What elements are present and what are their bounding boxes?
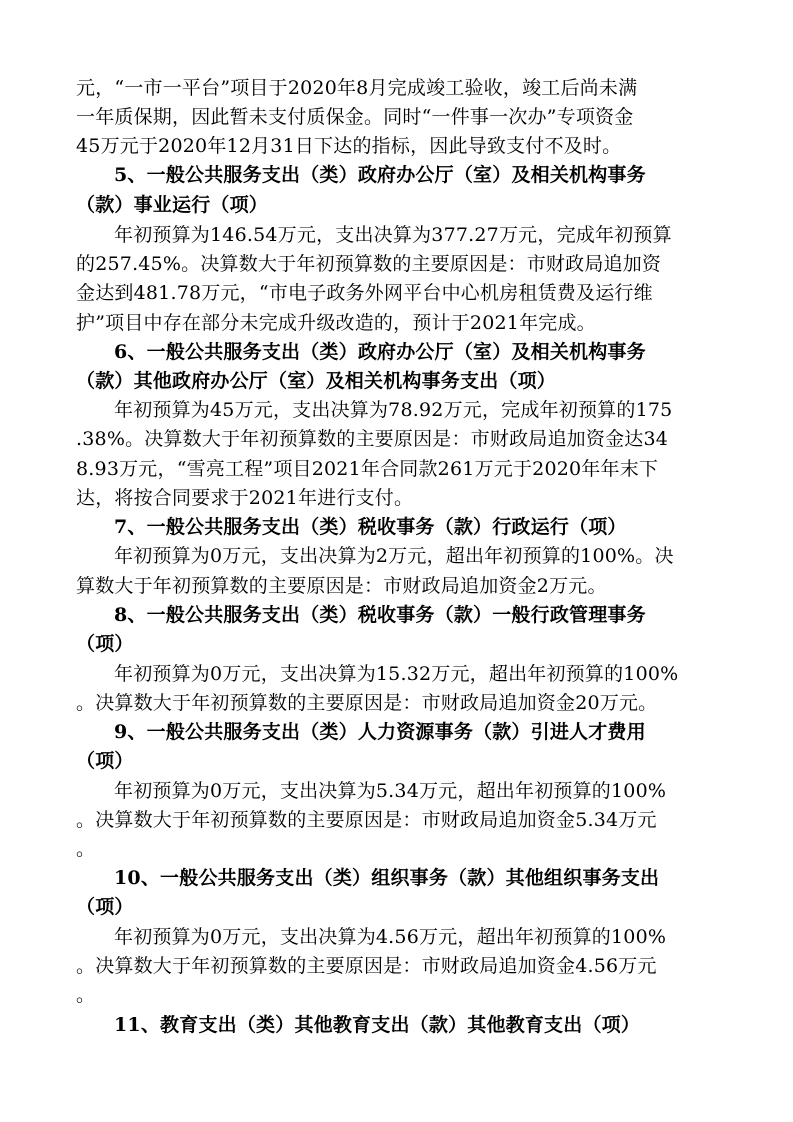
section-heading: 6、一般公共服务支出（类）政府办公厅（室）及相关机构事务 [114, 341, 646, 363]
text-line: 年初预算为0万元，支出决算为2万元，超出年初预算的100%。决 [114, 545, 674, 567]
section-heading: 9、一般公共服务支出（类）人力资源事务（款）引进人才费用 [114, 721, 646, 743]
text-line: 。 [76, 984, 96, 1006]
text-line: 的257.45%。决算数大于年初预算数的主要原因是：市财政局追加资 [76, 253, 662, 275]
section-heading: （项） [76, 633, 134, 655]
text-line: 年初预算为45万元，支出决算为78.92万元，完成年初预算的175 [114, 399, 673, 421]
section-heading: （款）事业运行（项） [76, 194, 269, 216]
text-line: 护”项目中存在部分未完成升级改造的，预计于2021年完成。 [76, 312, 596, 334]
section-heading: 5、一般公共服务支出（类）政府办公厅（室）及相关机构事务 [114, 164, 646, 186]
text-line: 45万元于2020年12月31日下达的指标，因此导致支付不及时。 [76, 135, 622, 157]
text-line: 金达到481.78万元，“市电子政务外网平台中心机房租赁费及运行维 [76, 282, 653, 304]
section-heading: 8、一般公共服务支出（类）税收事务（款）一般行政管理事务 [114, 604, 646, 626]
section-heading: 7、一般公共服务支出（类）税收事务（款）行政运行（项） [114, 516, 627, 538]
section-heading: 10、一般公共服务支出（类）组织事务（款）其他组织事务支出 [114, 867, 660, 889]
section-heading: （项） [76, 750, 134, 772]
text-line: 元，“一市一平台”项目于2020年8月完成竣工验收，竣工后尚未满 [76, 77, 638, 99]
text-line: 年初预算为0万元，支出决算为15.32万元，超出年初预算的100% [114, 663, 679, 685]
text-line: 达，将按合同要求于2021年进行支付。 [76, 487, 414, 509]
section-heading: 11、教育支出（类）其他教育支出（款）其他教育支出（项） [114, 1014, 641, 1036]
text-line: 年初预算为146.54万元，支出决算为377.27万元，完成年初预算 [114, 224, 672, 246]
text-line: 8.93万元，“雪亮工程”项目2021年合同款261万元于2020年年末下 [76, 458, 659, 480]
text-line: 。决算数大于年初预算数的主要原因是：市财政局追加资金4.56万元 [76, 955, 657, 977]
section-heading: （款）其他政府办公厅（室）及相关机构事务支出（项） [76, 370, 557, 392]
text-line: .38%。决算数大于年初预算数的主要原因是：市财政局追加资金达34 [76, 428, 669, 450]
text-line: 。决算数大于年初预算数的主要原因是：市财政局追加资金20万元。 [76, 692, 658, 714]
text-line: 算数大于年初预算数的主要原因是：市财政局追加资金2万元。 [76, 575, 607, 597]
section-heading: （项） [76, 896, 134, 918]
text-line: 年初预算为0万元，支出决算为5.34万元，超出年初预算的100% [114, 780, 667, 802]
text-line: 。 [76, 838, 96, 860]
text-line: 。决算数大于年初预算数的主要原因是：市财政局追加资金5.34万元 [76, 809, 657, 831]
text-line: 年初预算为0万元，支出决算为4.56万元，超出年初预算的100% [114, 926, 667, 948]
text-line: 一年质保期，因此暂未支付质保金。同时“一件事一次办”专项资金 [76, 106, 634, 128]
